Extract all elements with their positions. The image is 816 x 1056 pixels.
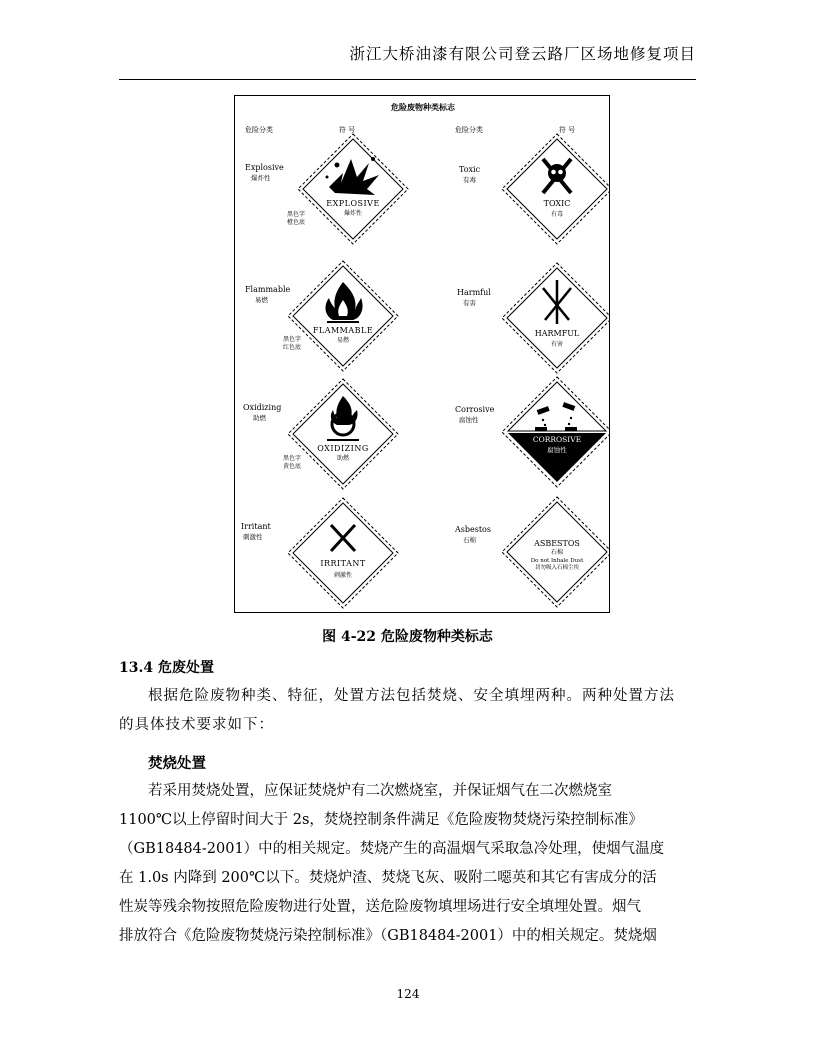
harmful-sign-en: HARMFUL (534, 329, 580, 338)
asbestos-name-en: Asbestos (455, 525, 491, 534)
hazard-signs-svg (235, 96, 610, 613)
oxidizing-note-1: 黑色字 (283, 455, 302, 462)
col-symbol-right: 符 号 (558, 126, 576, 134)
irritant-sign (288, 498, 398, 608)
asbestos-sign (502, 497, 610, 607)
asbestos-name-cn: 石棉 (463, 536, 476, 544)
oxidizing-note-2: 黄色底 (283, 463, 302, 470)
page-number: 124 (396, 987, 420, 1001)
asbestos-sign-en: ASBESTOS (534, 539, 580, 548)
toxic-sign-en: TOXIC (543, 199, 571, 208)
oxidizing-sign-en: OXIDIZING (317, 444, 369, 453)
paragraph-line: 1100℃以上停留时间大于 2s，焚烧控制条件满足《危险废物焚烧污染控制标准》 (119, 812, 643, 828)
header-rule (119, 79, 696, 80)
paragraph-line: 在 1.0s 内降到 200℃以下。焚烧炉渣、焚烧飞灰、吸附二噁英和其它有害成分的活 (119, 870, 657, 886)
corrosive-sign (502, 377, 610, 487)
section-title: 13.4 危废处置 (119, 660, 214, 676)
explosive-note-2: 橙色底 (287, 219, 306, 226)
toxic-name-en: Toxic (459, 165, 481, 174)
explosive-note-1: 黑色字 (287, 211, 306, 218)
harmful-sign (502, 263, 610, 373)
paragraph-line: 的具体技术要求如下： (119, 717, 274, 733)
corrosive-name-en: Corrosive (455, 405, 495, 414)
irritant-row (241, 498, 398, 608)
flammable-row (245, 261, 398, 371)
page-header: 浙江大桥油漆有限公司登云路厂区场地修复项目 (349, 45, 696, 63)
harmful-name-cn: 有害 (463, 299, 476, 307)
toxic-sign (502, 134, 610, 244)
col-class-right: 危险分类 (455, 126, 483, 134)
asbestos-sign-cn: 石棉 (550, 549, 564, 556)
irritant-sign-cn: 刺激性 (333, 572, 353, 579)
oxidizing-name-cn: 助燃 (253, 414, 266, 422)
harmful-sign-cn: 有害 (550, 341, 564, 348)
oxidizing-row (243, 379, 398, 489)
paragraph-disposal-methods (119, 682, 696, 740)
toxic-name-cn: 有毒 (463, 176, 476, 184)
toxic-row (459, 134, 610, 244)
irritant-sign-en: IRRITANT (320, 559, 366, 568)
oxidizing-sign (288, 379, 398, 489)
corrosive-sign-en: CORROSIVE (532, 435, 582, 444)
flammable-note-2: 红色底 (283, 344, 302, 351)
paragraph-line: 根据危险废物种类、特征，处置方法包括焚烧、安全填埋两种。两种处置方法 (148, 688, 675, 704)
flammable-sign-en: FLAMMABLE (312, 326, 374, 335)
explosive-name-en: Explosive (245, 163, 284, 172)
flammable-sign (288, 261, 398, 371)
subsection-title: 焚烧处置 (148, 755, 206, 772)
flammable-name-cn: 易燃 (255, 296, 268, 304)
col-class-left: 危险分类 (245, 126, 273, 134)
hazard-signs-figure (234, 95, 610, 613)
explosive-row (245, 134, 408, 244)
explosive-sign-cn: 爆炸性 (343, 210, 363, 217)
explosive-sign (298, 134, 408, 244)
corrosive-sign-cn: 腐蚀性 (547, 446, 567, 454)
irritant-name-cn: 刺激性 (243, 533, 263, 541)
paragraph-line: 若采用焚烧处置，应保证焚烧炉有二次燃烧室，并保证烟气在二次燃烧室 (148, 783, 612, 799)
toxic-sign-cn: 有毒 (550, 211, 564, 218)
figure-title: 危险废物种类标志 (391, 102, 455, 112)
paragraph-line: 排放符合《危险废物焚烧污染控制标准》（GB18484-2001）中的相关规定。焚烧烟 (119, 928, 657, 944)
figure-caption: 图 4-22 危险废物种类标志 (322, 629, 493, 645)
col-symbol-left: 符 号 (338, 126, 356, 134)
asbestos-row (454, 497, 610, 607)
corrosive-row (455, 377, 610, 487)
flammable-sign-cn: 易燃 (336, 337, 350, 344)
paragraph-line: 性炭等残余物按照危险废物进行处置，送危险废物填埋场进行安全填埋处置。烟气 (119, 899, 641, 915)
asbestos-warning-en: Do not Inhale Dust (530, 558, 584, 564)
irritant-name-en: Irritant (241, 522, 271, 531)
oxidizing-name-en: Oxidizing (243, 403, 282, 412)
flammable-note-1: 黑色字 (283, 336, 302, 343)
paragraph-incineration (119, 777, 696, 951)
asbestos-warning-cn: 切勿吸入石棉尘埃 (534, 565, 580, 571)
corrosive-name-cn: 腐蚀性 (459, 416, 479, 424)
harmful-name-en: Harmful (457, 288, 491, 297)
flammable-name-en: Flammable (245, 285, 291, 294)
explosive-name-cn: 爆炸性 (251, 174, 271, 182)
harmful-row (457, 263, 610, 373)
paragraph-line: （GB18484-2001）中的相关规定。焚烧产生的高温烟气采取急冷处理，使烟气温度 (119, 841, 665, 857)
explosive-sign-en: EXPLOSIVE (326, 199, 380, 208)
oxidizing-sign-cn: 助燃 (336, 455, 350, 462)
